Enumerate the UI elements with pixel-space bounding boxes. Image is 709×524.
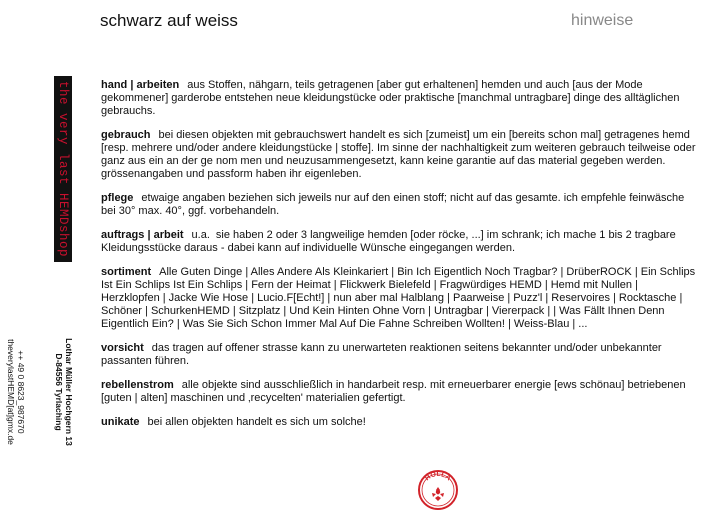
hint-text: Alle Guten Dinge | Alles Andere Als Kleinkariert | Bin Ich Eigentlich Noch Tragbar? | DrüberROCK | Ein Schlips Ist Ein Schlips Ist Ein Schlips | Fern der Heimat | Flickwerk Bielefeld | Fragwürdiges HEMD | Hemd mit Nullen | Herzklopfen | Jacke Wie Hose | Lucio.F[Echt!] | nun aber mal Halblang | Paarweise | Puzz'l | Reservoires | Rocktasche | Schöner | SchurkenHEMD | Sitzplatz | Und Kein Hinten Ohne Vorn | Untragbar | Viererpack | | Was Fällt Ihnen Denn Eigentlich Ein? | Was Sie Sich Schon Immer Mal Auf Die Fahne Schreiben Wollten! | Weiss-Blau | ... <box>101 266 696 330</box>
hint-entry <box>101 379 699 405</box>
hint-term: hand | arbeiten <box>101 79 180 91</box>
hint-entry <box>101 416 699 429</box>
hint-qualifier: u.a. <box>191 229 210 241</box>
hint-text: sie haben 2 oder 3 langweilige hemden [oder röcke, ...] im schrank; ich mache 1 bis 2 tragbare Kleidungsstücke daraus - dabei kann auf individuelle Wünsche eingegangen werden. <box>101 229 676 254</box>
contact-details <box>6 339 26 445</box>
contact-phone: ++ 49 0 8623_987670 <box>16 350 26 434</box>
hint-term: unikate <box>101 416 140 428</box>
hint-text: bei diesen objekten mit gebrauchswert handelt es sich [zumeist] um ein [bereits schon mal] getragenes hemd [resp. mehrere und/oder andere kleidungstücke | stoffe]. Im sinne der nachhaltigkeit zum weiteren gebrauch teilweise oder ganz aus ein an der ge nom men und neuzusammengesetzt, kann keine garantie auf das material gegeben werden. grössenangaben und passform haben ihr eigenleben. <box>101 129 696 180</box>
holla-stamp-icon <box>417 469 459 511</box>
brand-vertical-text: the very last HEMDshop <box>56 80 70 258</box>
hint-term: gebrauch <box>101 129 151 141</box>
hint-term: auftrags | arbeit <box>101 229 184 241</box>
hint-term: pflege <box>101 192 134 204</box>
hint-text: bei allen objekten handelt es sich um solche! <box>147 416 366 428</box>
hint-text: alle objekte sind ausschließlich in handarbeit resp. mit erneuerbarer energie [ews schönau] betriebenen [guten | alten] maschinen und ‚recycelten' materialien gefertigt. <box>101 379 686 404</box>
hint-text: das tragen auf offener strasse kann zu unerwarteten reaktionen seitens bekannter und/oder unbekannter passanten führen. <box>101 342 662 367</box>
contact-address <box>54 338 74 446</box>
contact-email: theverylastHEMD[at]gmx.de <box>6 339 16 445</box>
hint-entry <box>101 229 699 255</box>
hints-list <box>101 79 699 440</box>
hint-term: rebellenstrom <box>101 379 174 391</box>
section-title: hinweise <box>571 12 634 29</box>
contact-city: D-84556 Tyrlaching <box>54 353 64 431</box>
hint-term: sortiment <box>101 266 152 278</box>
hint-text: aus Stoffen, nähgarn, teils getragenen [aber gut erhaltenen] hemden und auch [aus der Mode gekommener] garderobe entstehen neue kleidungstücke oder praktische [manchmal untragbare] dinge des alltäglichen gebrauchs. <box>101 79 680 117</box>
svg-text:HOLLA: HOLLA <box>424 470 452 483</box>
hint-entry <box>101 192 699 218</box>
hint-entry <box>101 79 699 118</box>
hint-entry <box>101 342 699 368</box>
site-title: schwarz auf weiss <box>100 11 238 30</box>
hint-text: etwaige angaben beziehen sich jeweils nur auf den einen stoff; nicht auf das gesamte. ich empfehle feinwäsche bei 30° max. 40°, ggf. vorbehandeln. <box>101 192 685 217</box>
contact-name: Lothar Müller Hochgern 13 <box>64 338 74 446</box>
hint-term: vorsicht <box>101 342 144 354</box>
hint-entry <box>101 129 699 181</box>
hint-entry <box>101 266 699 331</box>
